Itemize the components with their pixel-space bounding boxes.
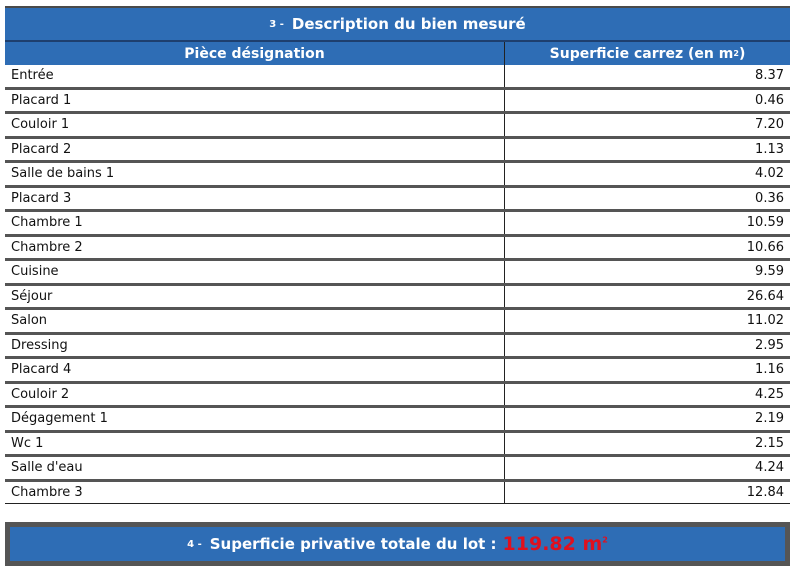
room-name: Salon [5, 310, 505, 332]
room-name: Placard 3 [5, 188, 505, 210]
room-area: 8.37 [755, 68, 784, 84]
room-name: Salle de bains 1 [5, 163, 505, 185]
room-area: 7.20 [755, 117, 784, 133]
section-3-title [5, 8, 790, 42]
header-room: Pièce désignation [5, 42, 505, 65]
room-name: Chambre 3 [5, 482, 505, 504]
room-name: Placard 1 [5, 90, 505, 112]
table-row [5, 286, 790, 311]
table-row [5, 310, 790, 335]
total-value-sup: 2 [602, 535, 608, 545]
room-area: 9.59 [755, 264, 784, 280]
section-number: 4 - [187, 538, 202, 550]
room-area: 2.19 [755, 411, 784, 427]
section-number: 3 - [269, 18, 284, 30]
table-row [5, 384, 790, 409]
room-name: Salle d'eau [5, 457, 505, 479]
room-name: Dressing [5, 335, 505, 357]
room-area: 4.24 [755, 460, 784, 476]
table-row [5, 188, 790, 213]
table-row [5, 482, 790, 505]
table-row [5, 457, 790, 482]
header-area-close: ) [738, 45, 746, 62]
table-row [5, 335, 790, 360]
room-area: 0.36 [755, 190, 784, 206]
table-row [5, 65, 790, 90]
table-row [5, 90, 790, 115]
room-area: 1.16 [755, 362, 784, 378]
header-area-sup: 2 [733, 49, 739, 58]
table-row [5, 163, 790, 188]
section-4-total [5, 522, 790, 566]
section-title: Description du bien mesuré [291, 15, 526, 33]
room-area: 4.02 [755, 166, 784, 182]
room-area: 12.84 [746, 484, 784, 500]
table-row [5, 408, 790, 433]
room-area: 1.13 [755, 141, 784, 157]
total-value [503, 533, 608, 555]
room-name: Wc 1 [5, 433, 505, 455]
total-label: Superficie privative totale du lot : [209, 535, 497, 553]
table-row [5, 261, 790, 286]
header-area [505, 42, 790, 65]
table-row [5, 114, 790, 139]
room-area: 2.95 [755, 337, 784, 353]
table-row [5, 359, 790, 384]
room-name: Chambre 1 [5, 212, 505, 234]
table-row [5, 433, 790, 458]
table-header [5, 42, 790, 65]
total-value-text: 119.82 m [502, 533, 603, 555]
room-area: 0.46 [755, 92, 784, 108]
room-name: Séjour [5, 286, 505, 308]
room-name: Chambre 2 [5, 237, 505, 259]
table-row [5, 212, 790, 237]
room-area: 10.66 [746, 239, 784, 255]
room-area-table [5, 6, 790, 504]
room-area: 2.15 [755, 435, 784, 451]
room-name: Placard 2 [5, 139, 505, 161]
room-name: Cuisine [5, 261, 505, 283]
room-name: Couloir 2 [5, 384, 505, 406]
room-area: 10.59 [746, 215, 784, 231]
room-name: Dégagement 1 [5, 408, 505, 430]
table-row [5, 237, 790, 262]
room-area: 11.02 [746, 313, 784, 329]
table-body [5, 65, 790, 504]
table-row [5, 139, 790, 164]
room-area: 26.64 [746, 288, 784, 304]
room-name: Couloir 1 [5, 114, 505, 136]
room-name: Entrée [5, 65, 505, 87]
header-area-label: Superficie carrez (en m [549, 45, 734, 62]
room-area: 4.25 [755, 386, 784, 402]
room-name: Placard 4 [5, 359, 505, 381]
